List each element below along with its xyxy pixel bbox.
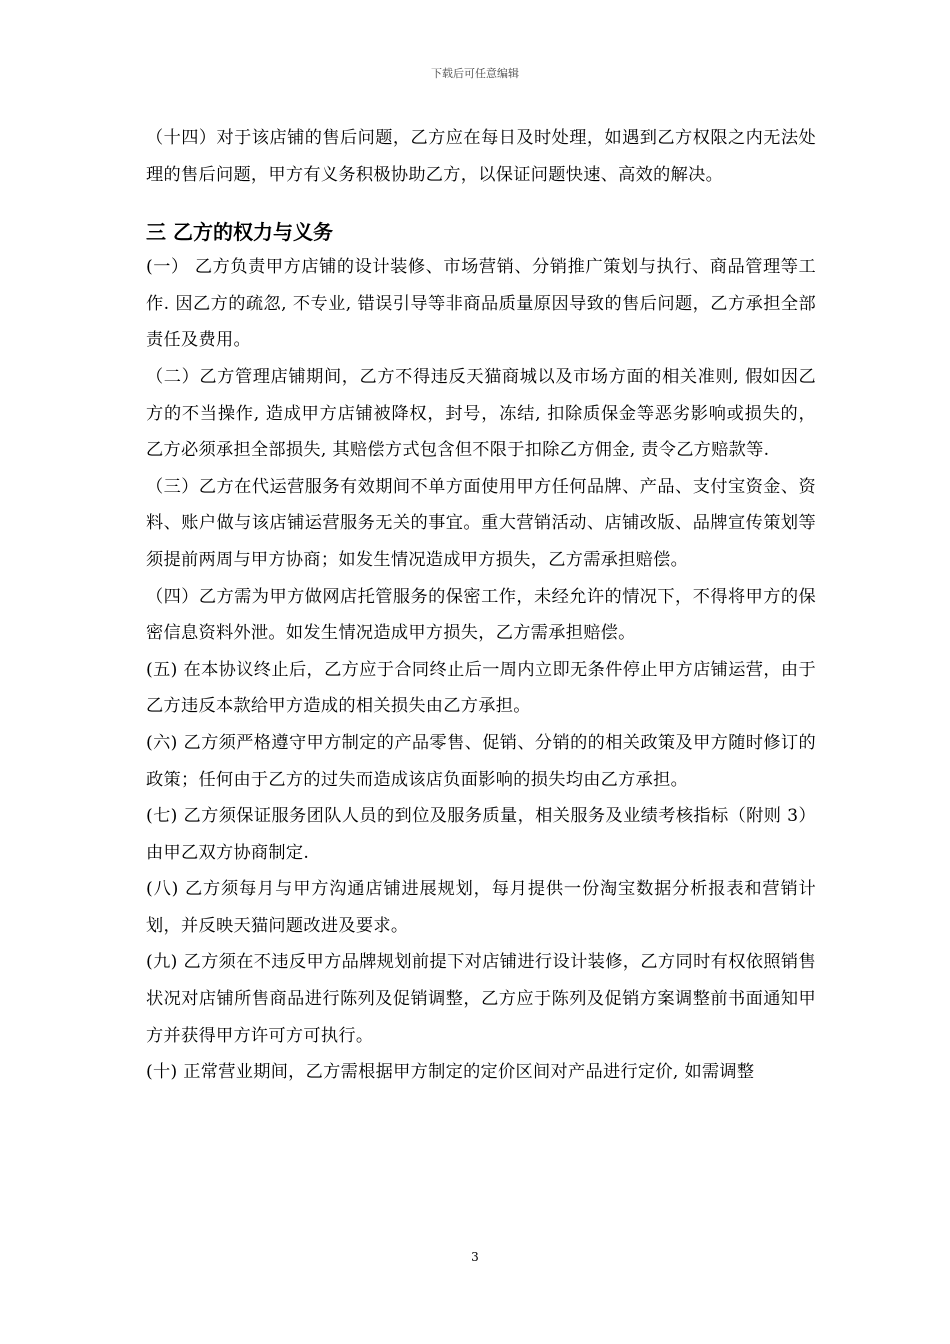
paragraph-item-3: （三）乙方在代运营服务有效期间不单方面使用甲方任何品牌、产品、支付宝资金、资料、账户做与该店铺运营服务无关的事宜。重大营销活动、店铺改版、品牌宣传策划等须提前两周与甲方协商；如发生情况造成甲方损失，乙方需承担赔偿。 [146, 476, 816, 570]
section-title: 三 乙方的权力与义务 [146, 220, 333, 245]
paragraph-item-1: (一） 乙方负责甲方店铺的设计装修、市场营销、分销推广策划与执行、商品管理等工作. 因乙方的疏忽, 不专业, 错误引导等非商品质量原因导致的售后问题，乙方承担全部责任及费用。 [146, 257, 816, 351]
page-header: 下载后可任意编辑 [431, 67, 519, 80]
paragraph-item-6: (六) 乙方须严格遵守甲方制定的产品零售、促销、分销的的相关政策及甲方随时修订的政策；任何由于乙方的过失而造成该店负面影响的损失均由乙方承担。 [146, 732, 816, 790]
paragraph-item-9: (九) 乙方须在不违反甲方品牌规划前提下对店铺进行设计装修，乙方同时有权依照销售状况对店铺所售商品进行陈列及促销调整，乙方应于陈列及促销方案调整前书面通知甲方并获得甲方许可方可执行。 [146, 952, 816, 1046]
paragraph-item-5: (五) 在本协议终止后，乙方应于合同终止后一周内立即无条件停止甲方店铺运营，由于乙方违反本款给甲方造成的相关损失由乙方承担。 [146, 659, 816, 717]
page-number: 3 [471, 1250, 479, 1264]
paragraph-item-14: （十四）对于该店铺的售后问题，乙方应在每日及时处理，如遇到乙方权限之内无法处理的售后问题，甲方有义务积极协助乙方，以保证问题快速、高效的解决。 [146, 128, 816, 185]
paragraph-item-4: （四）乙方需为甲方做网店托管服务的保密工作，未经允许的情况下，不得将甲方的保密信息资料外泄。如发生情况造成甲方损失，乙方需承担赔偿。 [146, 586, 816, 644]
paragraph-item-2: （二）乙方管理店铺期间，乙方不得违反天猫商城以及市场方面的相关准则, 假如因乙方的不当操作, 造成甲方店铺被降权，封号，冻结, 扣除质保金等恶劣影响或损失的，乙方必须承担全部损失, 其赔偿方式包含但不限于扣除乙方佣金, 责令乙方赔款等. [146, 366, 816, 461]
paragraph-item-10: (十) 正常营业期间，乙方需根据甲方制定的定价区间对产品进行定价, 如需调整 [146, 1062, 755, 1083]
paragraph-item-7: (七) 乙方须保证服务团队人员的到位及服务质量，相关服务及业绩考核指标（附则 3）由甲乙双方协商制定. [146, 806, 816, 863]
paragraph-item-8: (八) 乙方须每月与甲方沟通店铺进展规划，每月提供一份淘宝数据分析报表和营销计划，并反映天猫问题改进及要求。 [146, 879, 816, 936]
document-body [146, 120, 816, 1091]
